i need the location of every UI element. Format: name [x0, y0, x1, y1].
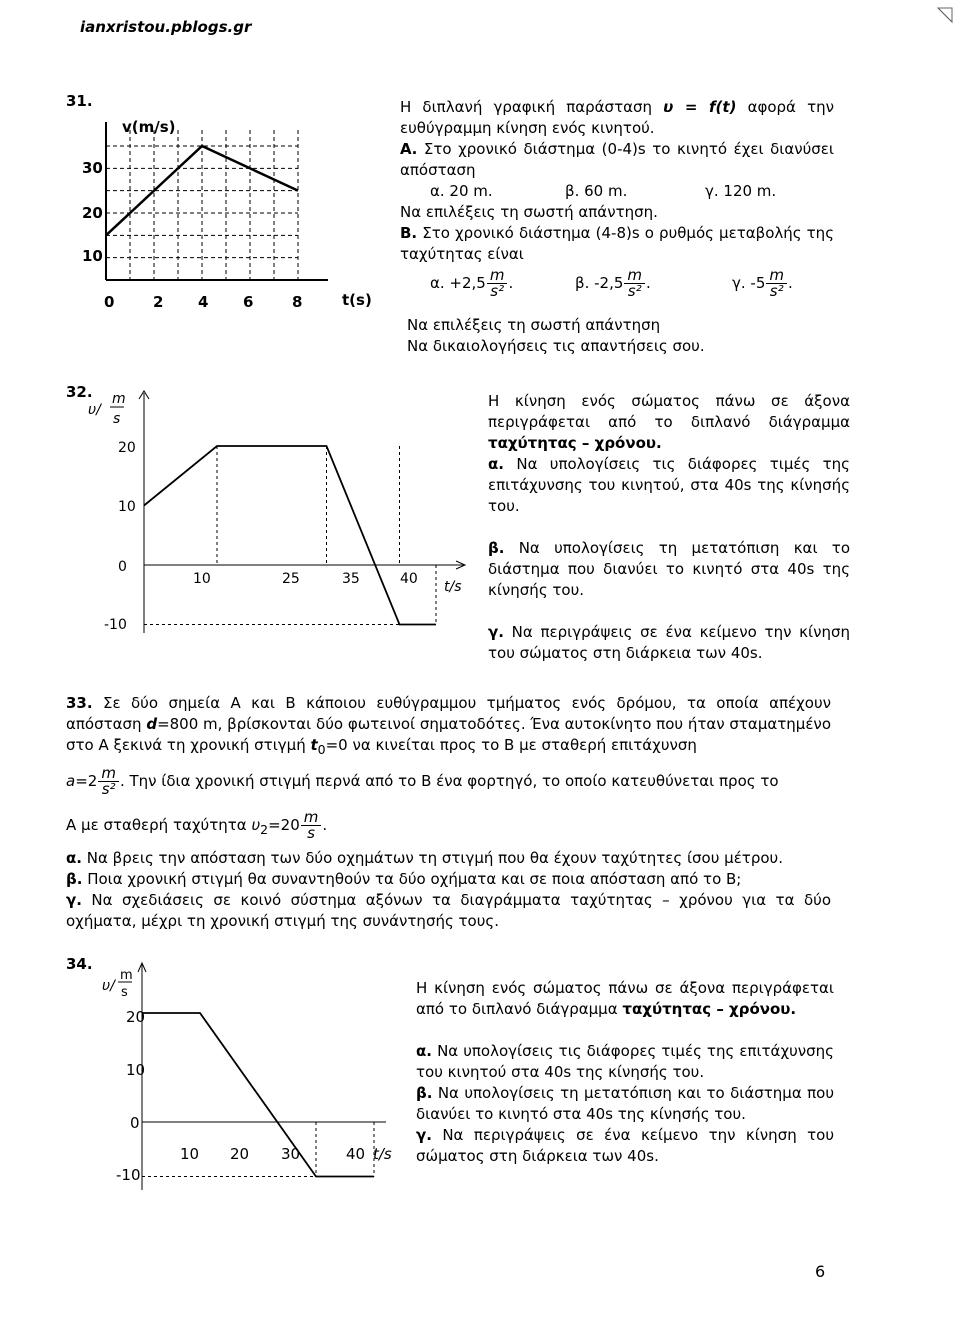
- graph-34-ytick: -10: [116, 1166, 141, 1184]
- problem-33-c: γ. Να σχεδιάσεις σε κοινό σύστημα αξόνων τα διαγράμματα ταχύτητας – χρόνου για τα δύο οχήματα, μέχρι τη χρονική στιγμή της συνάντησής τους.: [66, 891, 831, 930]
- problem-32-c: γ. Να περιγράψεις σε ένα κείμενο την κίνηση του σώματος στη διάρκεια των 40s.: [488, 623, 850, 662]
- graph-32-ylabel-num: m: [112, 391, 126, 407]
- graph-31-xtick: 0: [104, 293, 115, 311]
- graph-31-ytick: 20: [82, 204, 103, 222]
- graph-34-ylabel-v: υ/: [102, 978, 115, 994]
- problem-32-number: 32.: [66, 383, 93, 401]
- graph-31-xtick: 8: [292, 293, 303, 311]
- graph-34-ytick: 10: [126, 1061, 146, 1079]
- problem-32-graph: [84, 385, 484, 645]
- graph-31-ylabel: v(m/s): [122, 118, 176, 136]
- graph-32-ytick: 10: [118, 499, 136, 515]
- problem-31-A-option-c: γ. 120 m.: [705, 182, 777, 200]
- problem-31-A-option-b: β. 60 m.: [565, 182, 628, 200]
- graph-32-ylabel-den: s: [113, 411, 121, 427]
- problem-31-B-option-a: α. +2,5 $\frac{m}{\text{s²}}$ .: [430, 266, 514, 300]
- graph-32-xtick: 40: [400, 571, 418, 587]
- graph-31-xlabel: t(s): [342, 291, 372, 309]
- graph-32-ytick: -10: [104, 617, 127, 633]
- graph-32-ytick: 0: [118, 559, 127, 575]
- graph-31-xtick: 2: [153, 293, 164, 311]
- problem-33-a: α. Να βρεις την απόσταση των δύο οχημάτων τη στιγμή που θα έχουν ταχύτητες ίσου μέτρου.: [66, 849, 783, 867]
- graph-34-ylabel-num: m: [120, 968, 133, 983]
- graph-32-xlabel: t/s: [444, 579, 462, 595]
- velocity-line: [142, 1013, 374, 1177]
- problem-32-a: α. Να υπολογίσεις τις διάφορες τιμές της επιτάχυνσης του κινητού, στα 40s της κίνησής του.: [488, 455, 850, 515]
- graph-34-xtick: 10: [180, 1145, 200, 1163]
- problem-33-acceleration-line: a=2 $\frac{m}{\text{s²}}$ . Την ίδια χρονική στιγμή περνά από το Β ένα φορτηγό, το οποίο κατευθύνεται προς το: [66, 764, 779, 798]
- problem-33-b: β. Ποια χρονική στιγμή θα συναντηθούν τα δύο οχήματα και σε ποια απόσταση από το Β;: [66, 870, 742, 888]
- graph-31-xtick: 4: [198, 293, 209, 311]
- problem-32-b: β. Να υπολογίσεις τη μετατόπιση και το διάστημα που διανύει το κινητό στα 40s της κίνησής του.: [488, 539, 850, 599]
- problem-34-number: 34.: [66, 955, 93, 973]
- velocity-line: [144, 446, 436, 625]
- problem-34-graph: [90, 960, 410, 1195]
- problem-31-intro: Η διπλανή γραφική παράσταση υ = f(t) αφορά την ευθύγραμμη κίνηση ενός κινητού.: [400, 98, 834, 137]
- graph-32-xtick: 35: [342, 571, 360, 587]
- problem-33-text: 33. Σε δύο σημεία Α και Β κάποιου ευθύγραμμου τμήματος ενός δρόμου, τα οποία απέχουν απόσταση d=800 m, βρίσκονται δύο φωτεινοί σηματοδότες. Ένα αυτοκίνητο που ήταν σταματημένο στο Α ξεκινά τη χρονική στιγμή $t_0=0$ να κινείται προς το Β με σταθερή επιτάχυνση: [66, 694, 831, 757]
- header-site: ianxristou.pblogs.gr: [80, 18, 252, 36]
- graph-32-lines: [139, 391, 465, 633]
- problem-34-a: α. Να υπολογίσεις τις διάφορες τιμές της επιτάχυνσης του κινητού στα 40s της κίνησής του.: [416, 1042, 834, 1081]
- page-corner-icon: [936, 6, 954, 24]
- graph-32-xtick: 10: [193, 571, 211, 587]
- problem-34-c: γ. Να περιγράψεις σε ένα κείμενο την κίνηση του σώματος στη διάρκεια των 40s.: [416, 1126, 834, 1165]
- problem-31-A-option-a: α. 20 m.: [430, 182, 493, 200]
- graph-34-xtick: 20: [230, 1145, 250, 1163]
- graph-31-grid: [106, 122, 328, 280]
- graph-34-xtick: 40: [346, 1145, 366, 1163]
- graph-34-xtick: 30: [281, 1145, 301, 1163]
- problem-31-B-option-c: γ. -5 $\frac{m}{\text{s²}}$ .: [732, 266, 793, 300]
- problem-31-B: Β. Στο χρονικό διάστημα (4-8)s ο ρυθμός μεταβολής της ταχύτητας είναι: [400, 224, 834, 263]
- problem-33-velocity-line: Α με σταθερή ταχύτητα $\upsilon_2=20$ $\frac{m}{s}$ .: [66, 808, 328, 842]
- graph-31-ytick: 10: [82, 247, 103, 265]
- graph-31-xtick: 6: [243, 293, 254, 311]
- graph-34-ylabel-den: s: [121, 985, 128, 1000]
- problem-31-graph: [76, 110, 396, 320]
- page-number: 6: [815, 1262, 826, 1281]
- problem-31-number: 31.: [66, 92, 93, 110]
- graph-32-ylabel-v: υ/: [88, 402, 101, 418]
- problem-31-B-choose: Να επιλέξεις τη σωστή απάντηση: [407, 316, 661, 334]
- problem-31-B-option-b: β. -2,5 $\frac{m}{\text{s²}}$ .: [575, 266, 651, 300]
- problem-31-A-choose: Να επιλέξεις τη σωστή απάντηση.: [400, 203, 658, 221]
- graph-32-xtick: 25: [282, 571, 300, 587]
- graph-34-ytick: 0: [130, 1114, 140, 1132]
- problem-32-intro: Η κίνηση ενός σώματος πάνω σε άξονα περιγράφεται από το διπλανό διάγραμμα ταχύτητας – χρόνου.: [488, 392, 850, 452]
- graph-34-ytick: 20: [126, 1008, 146, 1026]
- graph-34-xlabel: t/s: [373, 1145, 392, 1163]
- problem-34-b: β. Να υπολογίσεις τη μετατόπιση και το διάστημα που διανύει το κινητό στα 40s της κίνησής του.: [416, 1084, 834, 1123]
- problem-34-intro: Η κίνηση ενός σώματος πάνω σε άξονα περιγράφεται από το διπλανό διάγραμμα ταχύτητας – χρόνου.: [416, 979, 834, 1018]
- problem-31-justify: Να δικαιολογήσεις τις απαντήσεις σου.: [407, 337, 705, 355]
- graph-32-ytick: 20: [118, 440, 136, 456]
- graph-31-ytick: 30: [82, 159, 103, 177]
- problem-31-A: Α. Στο χρονικό διάστημα (0-4)s το κινητό έχει διανύσει απόσταση: [400, 140, 834, 179]
